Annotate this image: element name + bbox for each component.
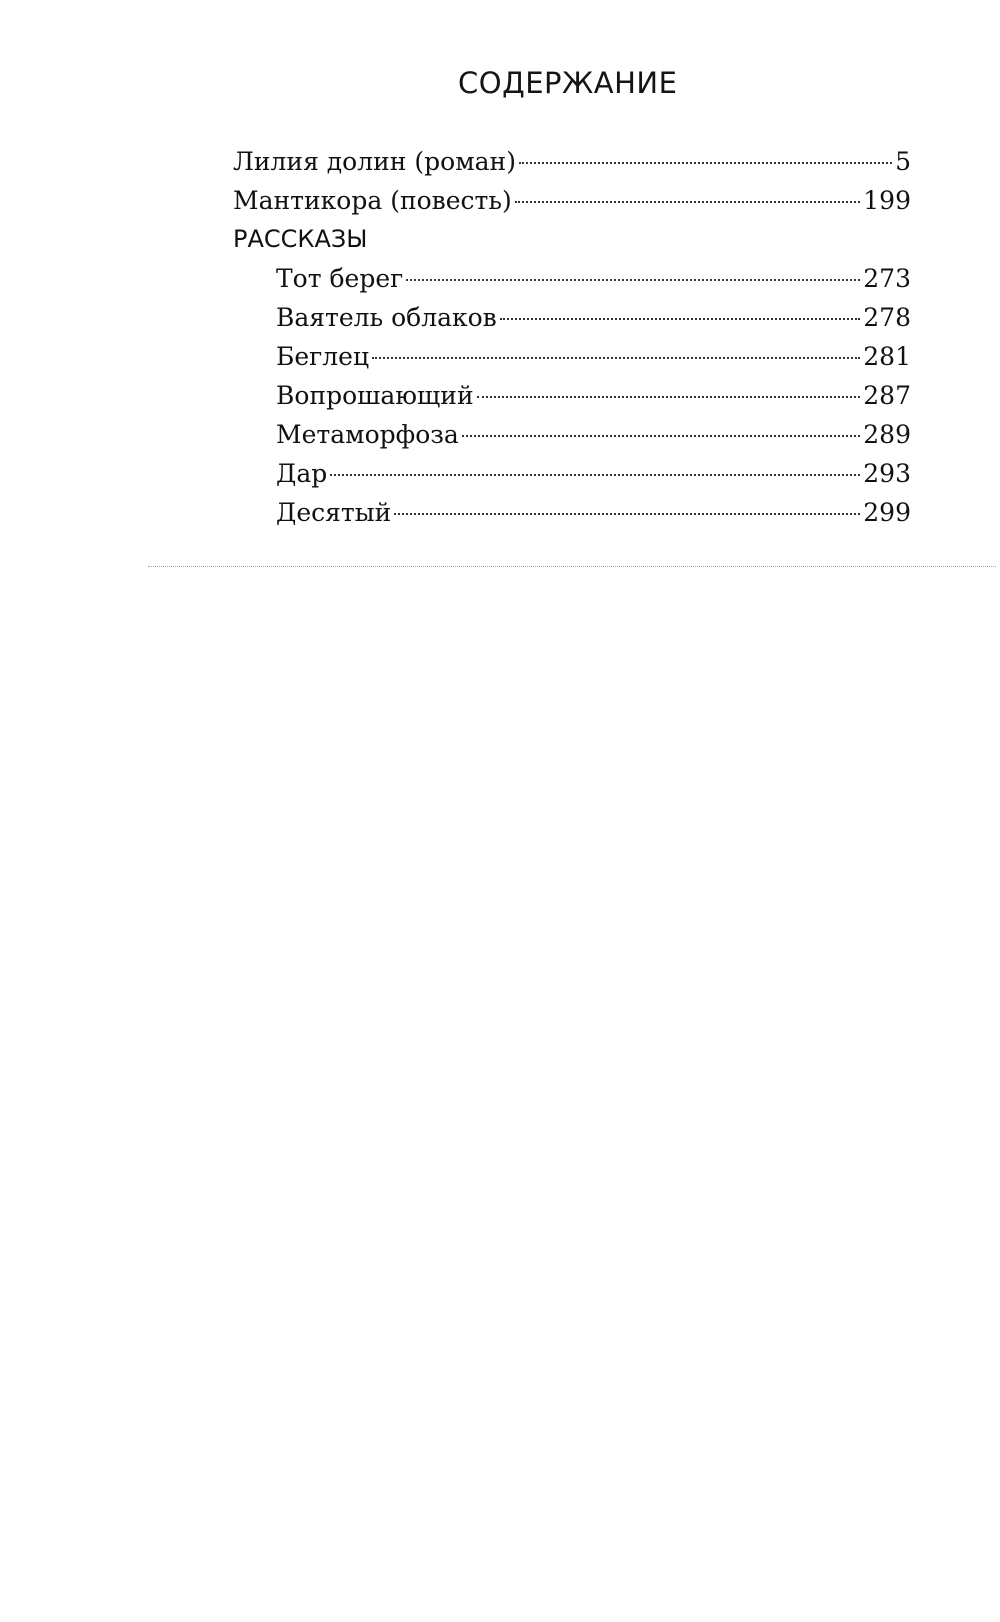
dot-leader	[462, 435, 860, 437]
toc-subentry	[233, 415, 911, 454]
dot-leader	[477, 396, 861, 398]
toc-entry-title: Ваятель облаков	[276, 303, 497, 332]
toc-entry-page: 199	[863, 186, 911, 215]
dot-leader	[515, 201, 861, 203]
toc-entry-page: 281	[863, 342, 911, 371]
dot-leader	[519, 162, 892, 164]
toc-subentry	[233, 376, 911, 415]
toc-entry-title: Десятый	[276, 498, 392, 527]
toc-entry-title: Метаморфоза	[276, 420, 459, 449]
toc-entry-page: 287	[863, 381, 911, 410]
toc-entry-page: 299	[863, 498, 911, 527]
section-heading: РАССКАЗЫ	[233, 225, 368, 253]
toc-subentry	[233, 298, 911, 337]
toc-entry-title: Мантикора (повесть)	[233, 186, 512, 215]
toc-entry	[233, 142, 911, 181]
table-of-contents	[233, 142, 911, 532]
dot-leader	[372, 357, 860, 359]
toc-entry-page: 278	[863, 303, 911, 332]
toc-entry-title: Тот берег	[276, 264, 404, 293]
page-title: СОДЕРЖАНИЕ	[458, 66, 678, 100]
dot-leader	[500, 318, 861, 320]
toc-subentry	[233, 454, 911, 493]
dot-leader	[330, 474, 860, 476]
dot-leader	[406, 279, 860, 281]
toc-entry-title: Дар	[276, 459, 328, 488]
toc-entry-page: 289	[863, 420, 911, 449]
toc-subentry	[233, 259, 911, 298]
page-divider	[148, 566, 996, 567]
toc-entry-title: Беглец	[276, 342, 370, 371]
toc-entry-title: Вопрошающий	[276, 381, 474, 410]
toc-subentry	[233, 337, 911, 376]
toc-entry	[233, 181, 911, 220]
toc-entry-page: 293	[863, 459, 911, 488]
toc-entry-page: 273	[863, 264, 911, 293]
toc-entry-page: 5	[895, 147, 911, 176]
toc-subentry	[233, 493, 911, 532]
dot-leader	[394, 513, 860, 515]
toc-entry-title: Лилия долин (роман)	[233, 147, 516, 176]
